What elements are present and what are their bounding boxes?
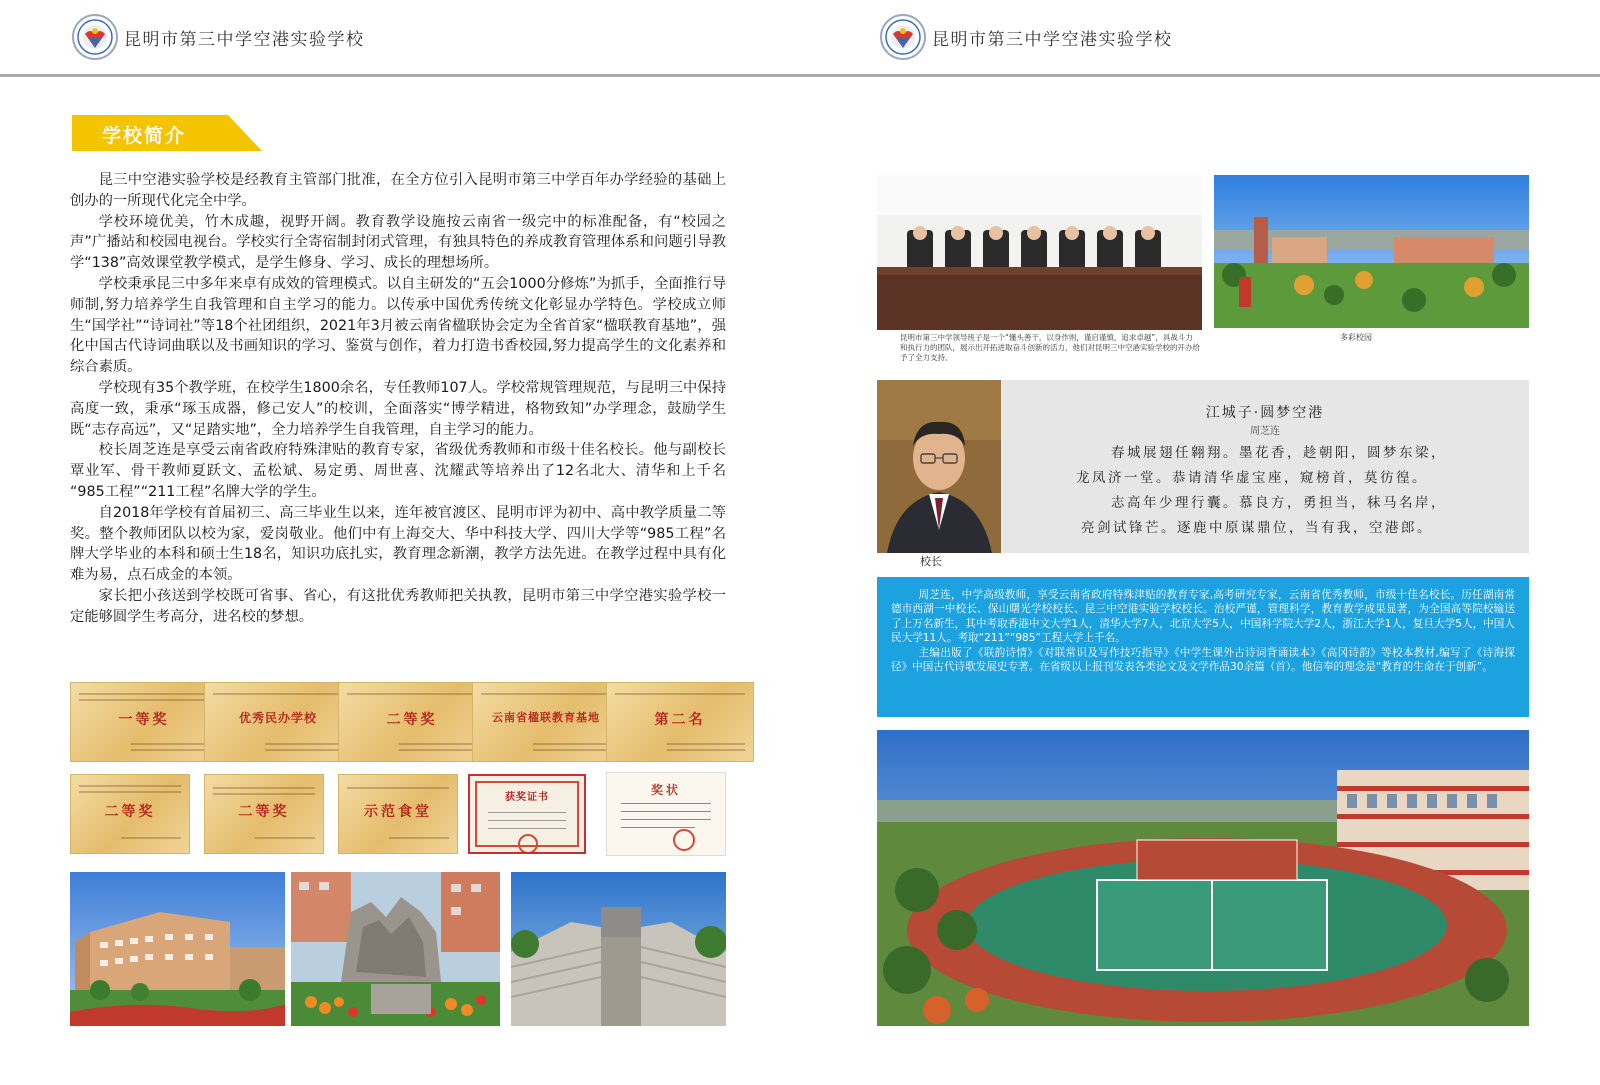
intro-paragraph: 学校环境优美，竹木成趣，视野开阔。教育教学设施按云南省一级完中的标准配备，有“校园之声”广播站和校园电视台。学校实行全寄宿制封闭式管理，有独具特色的养成教育管理体系和问题引导教学“138”高效课堂教学模式，是学生修身、学习、成长的理想场所。 (70, 213, 726, 272)
header-school-name: 昆明市第三中学空港实验学校 (124, 29, 365, 50)
bio-paragraph: 周芝连，中学高级教师，享受云南省政府特殊津贴的教育专家,高考研究专家，云南省优秀教师，市级十佳名校长。历任湖南常德市西湖一中校长、保山曙光学校校长、昆三中空港实验学校校长。治校严谨，管理科学，教育教学成果显著，为全国高等院校输送了上万名新生，其中考取香港中文大学1人，清华大学7人，北京大学5人，中国科学院大学2人，浙江大学1人，复旦大学5人，中国人民大学11人。考取“211”“985”工程大学上千名。 (891, 589, 1515, 645)
certificate-title: 二等奖 (104, 804, 156, 820)
intro-paragraph: 校长周芝连是享受云南省政府特殊津贴的教育专家，省级优秀教师和市级十佳名校长。他与副校长覃业军、骨干教师夏跃文、孟松斌、易定勇、周世喜、沈耀武等培养出了12名北大、清华和上千名 “985工程”“211工程”名牌大学的学生。 (70, 442, 726, 500)
intro-paragraph: 自2018年学校有首届初三、高三毕业生以来，连年被官渡区、昆明市评为初中、高中教学质量二等奖。整个教师团队以校为家，爱岗敬业。他们中有上海交大、华中科技大学、四川大学等“985工程”名牌大学毕业的本科和硕士生18名，知识功底扎实，教育理念新潮，教学方法先进。在教学过程中具有化难为易，点石成金的本领。 (70, 504, 726, 584)
poem-box (1001, 380, 1529, 553)
certificate-title: 一等奖 (118, 712, 170, 728)
intro-paragraph: 昆三中空港实验学校是经教育主管部门批准，在全方位引入昆明市第三中学百年办学经验的基础上创办的一所现代化完全中学。 (70, 172, 726, 209)
poem-line: 亮剑试锋芒。逐鹿中原谋鼎位，当有我，空港郎。 (1081, 520, 1433, 536)
certificate-title: 第二名 (654, 712, 706, 728)
section-title: 学校简介 (102, 125, 187, 147)
left-page-header (72, 0, 365, 74)
poem-title: 江城子·圆梦空港 (1205, 405, 1325, 421)
certificate (70, 774, 190, 854)
intro-paragraph: 学校现有35个教学班，在校学生1800余名，专任教师107人。学校常规管理规范，与昆明三中保持高度一致，秉承“琢玉成器，修己安人”的校训，全面落实“博学精进，格物致知”办学理念，鼓励学生既“志存高远”，又“足踏实地”，全力培养学生自我管理，自主学习的能力。 (70, 379, 726, 438)
leadership-team-photo (877, 175, 1202, 330)
stone-stairway-photo (511, 872, 726, 1026)
certificate (204, 682, 352, 762)
campus-photo-caption: 多彩校园 (1340, 333, 1372, 342)
school-introduction (70, 170, 726, 628)
header-divider (0, 74, 1600, 77)
certificate (606, 772, 726, 856)
certificate (606, 682, 754, 762)
principal-portrait-photo (877, 380, 1002, 553)
intro-paragraph: 学校秉承昆三中多年来卓有成效的管理模式。以自主研发的“五会1000分修炼”为抓手，全面推行导师制,努力培养学生自我管理和自主学习的能力。以传承中国优秀传统文化彰显办学特色。学校成立师生“国学社”“诗词社”等18个社团组织，2021年3月被云南省楹联协会定为全省首家“楹联教育基地”，强化中国古代诗词曲联以及书画知识的学习、鉴赏与创作，着力打造书香校园,努力提高学生的文化素养和综合素质。 (70, 275, 726, 376)
certificate (468, 774, 586, 854)
school-logo-icon (72, 14, 118, 60)
colorful-campus-photo (1214, 175, 1529, 328)
intro-paragraph: 家长把小孩送到学校既可省事、省心，有这批优秀教师把关执教，昆明市第三中学空港实验学校一定能够圆学生考高分，进名校的梦想。 (70, 587, 726, 625)
certificate-title: 优秀民办学校 (238, 711, 317, 725)
leadership-photo-caption: 昆明市第三中学领导班子是一个“懂头善干，以身作则，谨启谨慎，追求卓越”，具战斗力和执行力的团队，展示出开拓进取奋斗创新的活力，他们对昆明三中空港实验学校的开办给予了全力支持。 (900, 333, 1200, 362)
campus-building-photo (70, 872, 285, 1026)
school-logo-icon (880, 14, 926, 60)
principal-label: 校长 (920, 555, 942, 568)
principal-bio-box (877, 577, 1529, 717)
poem-line: 春城展翅任翱翔。墨花香，趁朝阳，圆梦东梁， (1111, 445, 1447, 461)
certificate-title: 示范食堂 (364, 804, 432, 820)
certificate-title: 二等奖 (238, 804, 290, 820)
certificate-title: 奖状 (650, 783, 681, 797)
poem-line: 龙凤济一堂。恭请清华虚宝座，窥榜首，莫彷徨。 (1076, 470, 1428, 486)
header-school-name: 昆明市第三中学空港实验学校 (932, 29, 1173, 50)
certificate-title: 获奖证书 (505, 792, 549, 803)
certificate-title: 二等奖 (386, 712, 438, 728)
certificate (338, 682, 486, 762)
certificate (70, 682, 218, 762)
poem-line: 志高年少理行囊。慕良方，勇担当，秣马名岸， (1111, 495, 1447, 511)
sports-field-photo (877, 730, 1529, 1026)
certificate (472, 682, 620, 762)
section-title-tab (72, 115, 262, 151)
right-page-header (880, 0, 1173, 74)
bio-paragraph: 主编出版了《联韵诗情》《对联常识及写作技巧指导》《中学生课外古诗词背诵读本》《高冈诗韵》等校本教材,编写了《诗海探径》中国古代诗歌发展史专著。在省级以上报刊发表各类论文及文学作品30余篇（首）。他信奉的理念是“教育的生命在于创新”。 (891, 646, 1515, 674)
certificate (338, 774, 458, 854)
certificate-title: 云南省楹联教育基地 (492, 711, 600, 724)
poem-author: 周芝连 (1250, 426, 1280, 437)
certificate (204, 774, 324, 854)
garden-rockery-photo (291, 872, 500, 1026)
